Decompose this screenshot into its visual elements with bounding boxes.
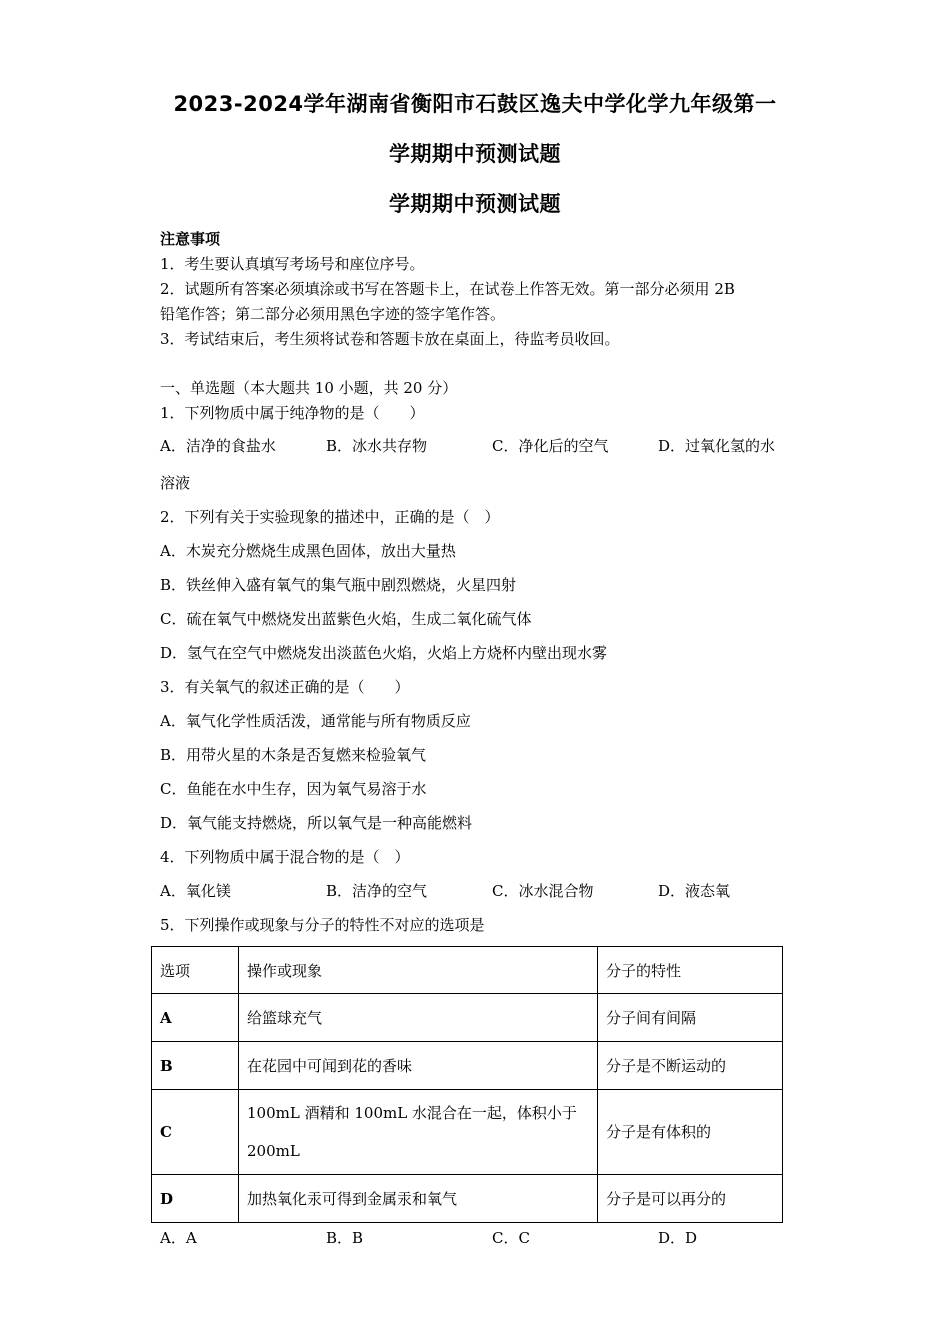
notice-item-2b: 铅笔作答；第二部分必须用黑色字迹的签字笔作答。 <box>160 305 506 323</box>
table-cell: B <box>152 1042 239 1090</box>
q4-option-a: A．氧化镁 <box>160 882 231 900</box>
q5-stem: 5．下列操作或现象与分子的特性不对应的选项是 <box>160 916 485 934</box>
table-cell: D <box>152 1175 239 1223</box>
q2-option-a: A．木炭充分燃烧生成黑色固体，放出大量热 <box>160 542 456 560</box>
table-cell: 加热氧化汞可得到金属汞和氧气 <box>239 1175 598 1223</box>
table-header-cell: 选项 <box>152 947 239 994</box>
q2-option-b: B．铁丝伸入盛有氧气的集气瓶中剧烈燃烧，火星四射 <box>160 576 517 594</box>
table-cell: 分子是不断运动的 <box>598 1042 783 1090</box>
table-cell: A <box>152 994 239 1042</box>
q1-option-d: D．过氧化氢的水 <box>658 437 776 455</box>
document-subtitle: 学期期中预测试题 <box>389 192 561 216</box>
table-cell: C <box>152 1090 239 1175</box>
q5-option-a: A．A <box>160 1229 197 1247</box>
document-title-line-1: 2023-2024学年湖南省衡阳市石鼓区逸夫中学化学九年级第一 <box>173 92 777 116</box>
section-1-heading: 一、单选题（本大题共 10 小题，共 20 分） <box>160 379 458 397</box>
table-cell: 分子是可以再分的 <box>598 1175 783 1223</box>
q3-option-b: B．用带火星的木条是否复燃来检验氧气 <box>160 746 427 764</box>
q4-option-d: D．液态氧 <box>658 882 731 900</box>
q5-option-b: B．B <box>326 1229 364 1247</box>
q5-option-c: C．C <box>492 1229 530 1247</box>
document-title-line-2: 学期期中预测试题 <box>389 142 561 166</box>
table-row <box>152 1042 783 1090</box>
notice-item-1: 1．考生要认真填写考场号和座位序号。 <box>160 255 425 273</box>
table-cell: 100mL 酒精和 100mL 水混合在一起，体积小于 200mL <box>239 1090 598 1175</box>
table-row <box>152 994 783 1042</box>
q3-option-d: D．氧气能支持燃烧，所以氧气是一种高能燃料 <box>160 814 473 832</box>
table-cell: 在花园中可闻到花的香味 <box>239 1042 598 1090</box>
q1-option-a: A．洁净的食盐水 <box>160 437 276 455</box>
table-row <box>152 1090 783 1175</box>
table-row <box>152 1175 783 1223</box>
table-header-cell: 分子的特性 <box>598 947 783 994</box>
table-header-cell: 操作或现象 <box>239 947 598 994</box>
q2-option-c: C．硫在氧气中燃烧发出蓝紫色火焰，生成二氧化硫气体 <box>160 610 532 628</box>
q5-option-d: D．D <box>658 1229 698 1247</box>
q1-option-d-continued: 溶液 <box>160 474 191 492</box>
q1-option-c: C．净化后的空气 <box>492 437 609 455</box>
q3-stem: 3．有关氧气的叙述正确的是（ ） <box>160 678 410 696</box>
q4-option-b: B．洁净的空气 <box>326 882 428 900</box>
q4-option-c: C．冰水混合物 <box>492 882 594 900</box>
q1-option-b: B．冰水共存物 <box>326 437 428 455</box>
notice-item-2a: 2．试题所有答案必须填涂或书写在答题卡上，在试卷上作答无效。第一部分必须用 2B <box>160 280 735 298</box>
q5-table <box>151 946 783 1223</box>
table-cell: 分子间有间隔 <box>598 994 783 1042</box>
q3-option-c: C．鱼能在水中生存，因为氧气易溶于水 <box>160 780 427 798</box>
notice-heading: 注意事项 <box>160 230 221 248</box>
notice-item-3: 3．考试结束后，考生须将试卷和答题卡放在桌面上，待监考员收回。 <box>160 330 620 348</box>
q2-stem: 2．下列有关于实验现象的描述中，正确的是（ ） <box>160 508 500 526</box>
q4-stem: 4．下列物质中属于混合物的是（ ） <box>160 848 410 866</box>
q3-option-a: A．氧气化学性质活泼，通常能与所有物质反应 <box>160 712 471 730</box>
table-cell: 分子是有体积的 <box>598 1090 783 1175</box>
q2-option-d: D．氢气在空气中燃烧发出淡蓝色火焰，火焰上方烧杯内壁出现水雾 <box>160 644 608 662</box>
q1-stem: 1．下列物质中属于纯净物的是（ ） <box>160 404 425 422</box>
table-header-row <box>152 947 783 994</box>
table-cell: 给篮球充气 <box>239 994 598 1042</box>
